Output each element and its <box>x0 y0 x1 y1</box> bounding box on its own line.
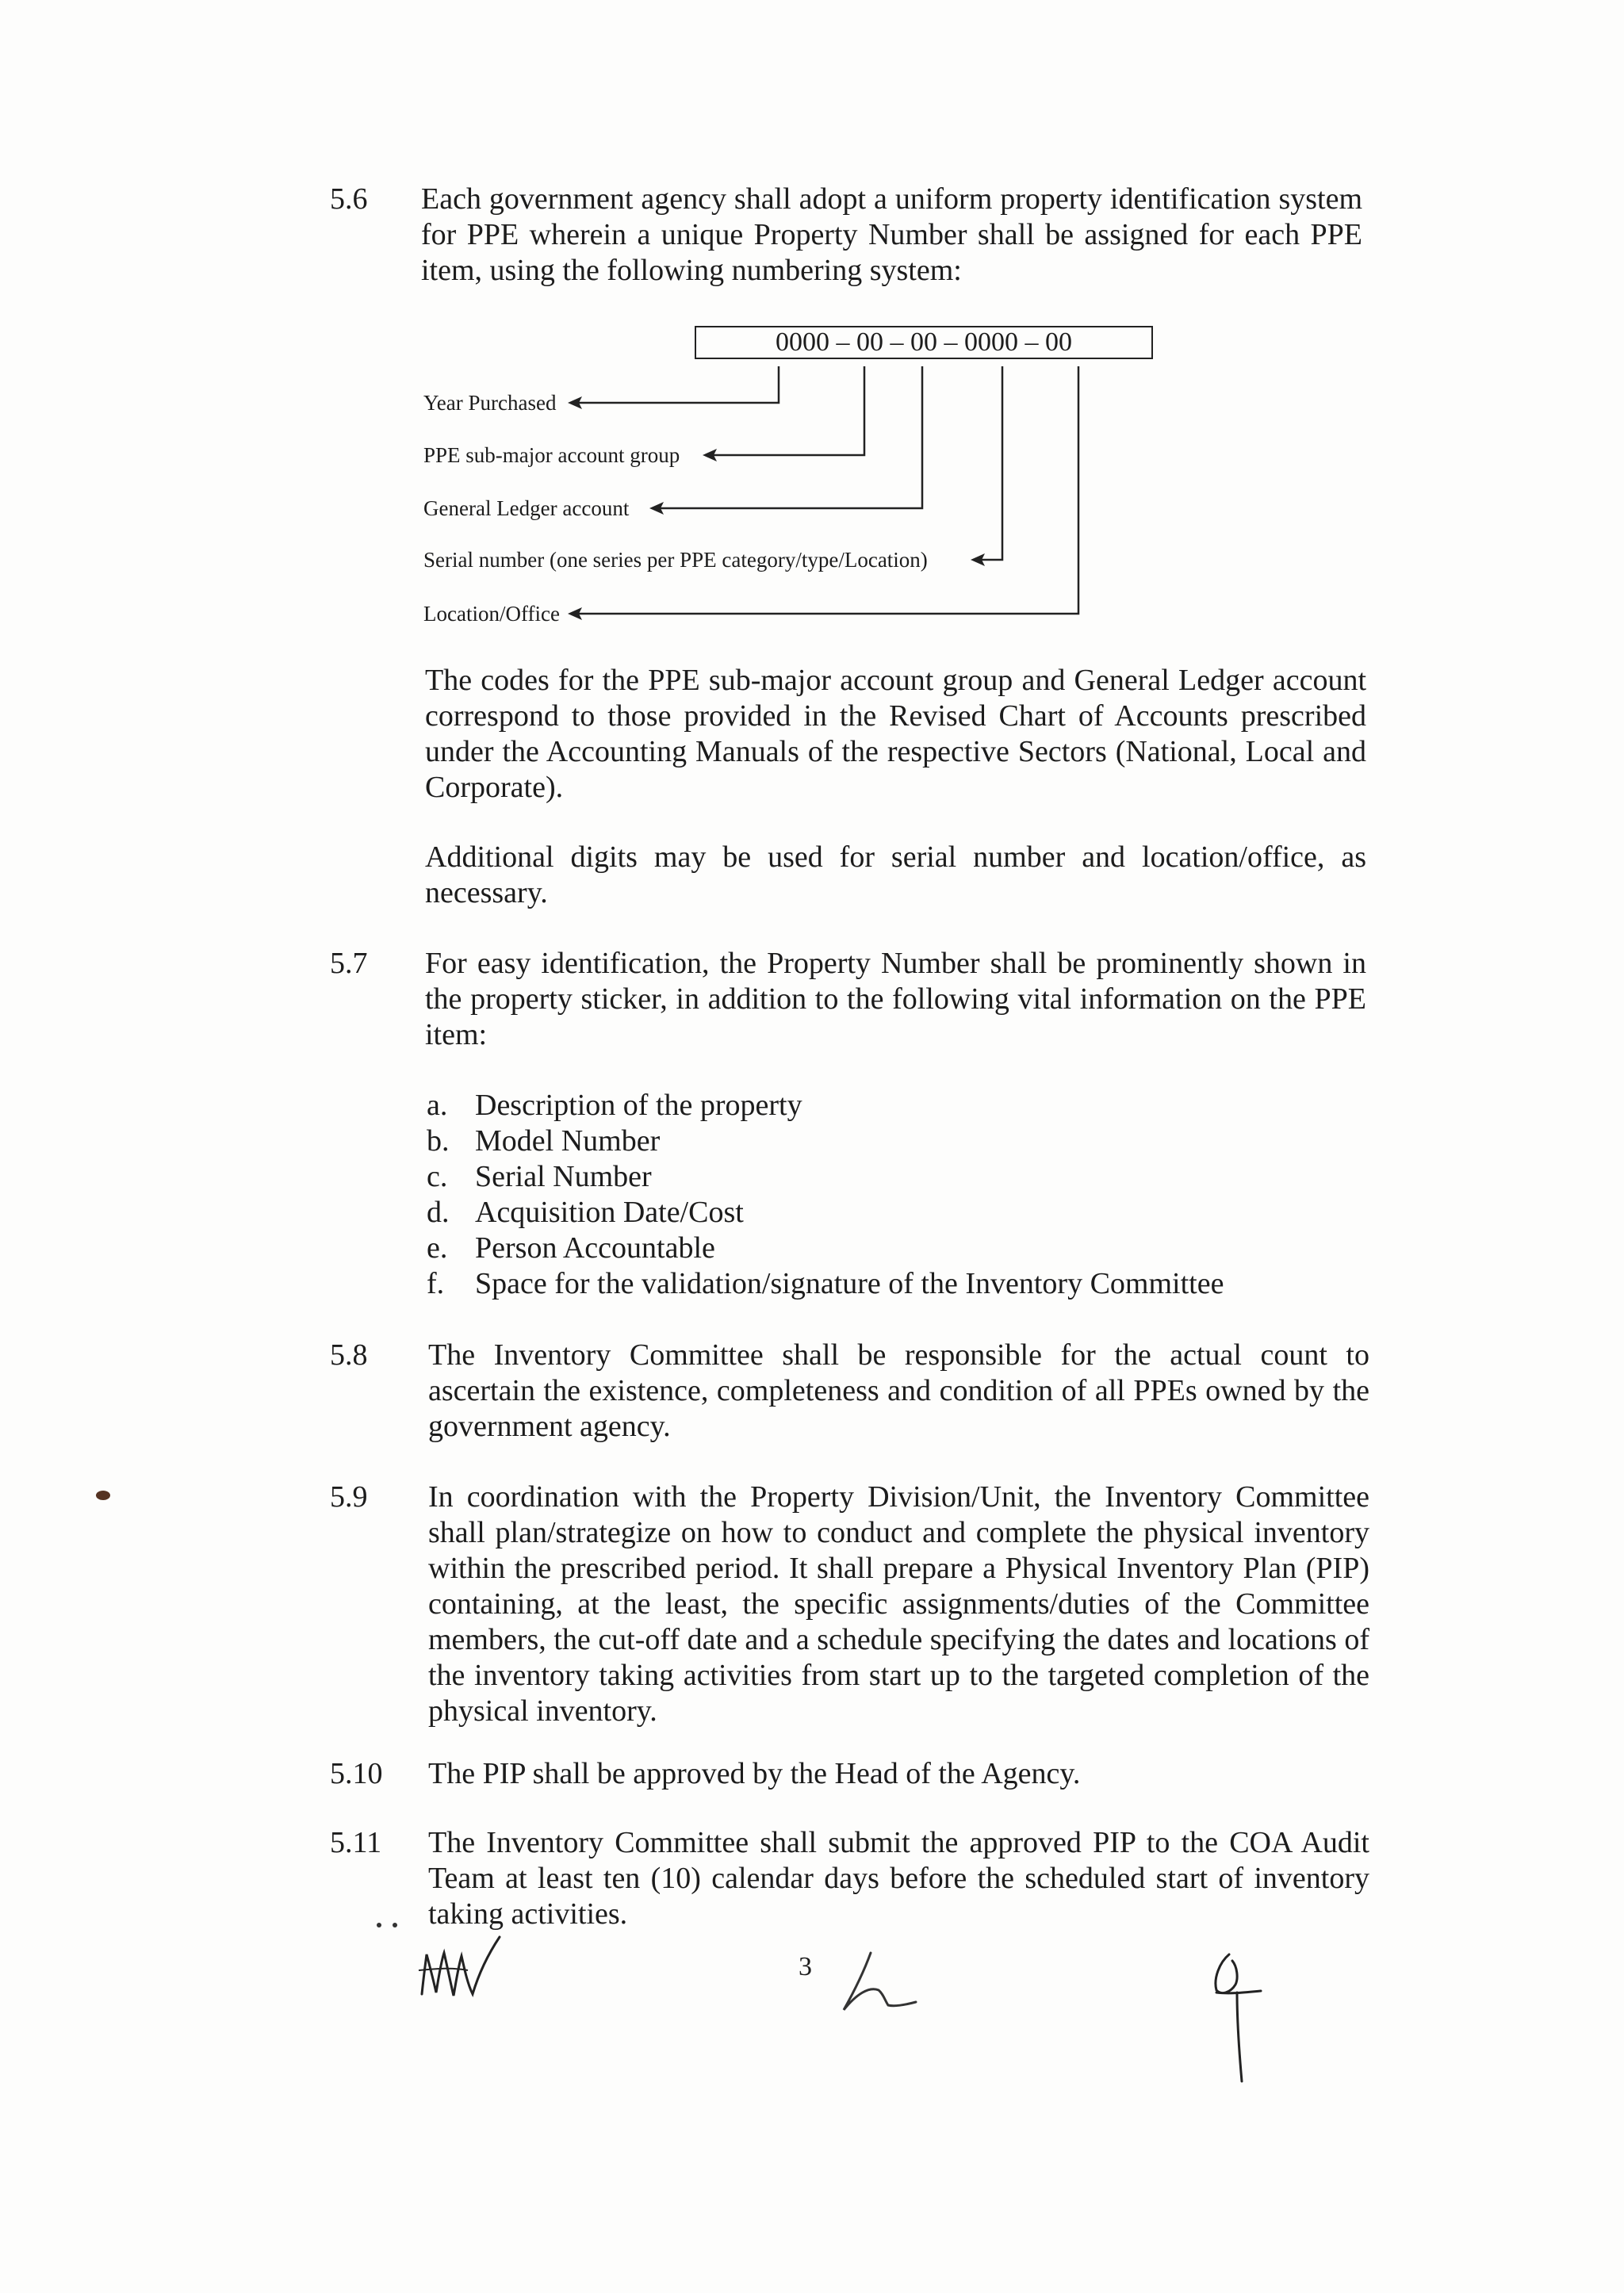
section-5-11-text: The Inventory Committee shall submit the approved PIP to the COA Audit Team at least ten (10) calendar days before the scheduled start of inventory taking activities. <box>428 1826 1369 1931</box>
section-number-5-8: 5.8 <box>330 1338 368 1372</box>
page-number: 3 <box>799 1952 812 1981</box>
additional-digits-paragraph: Additional digits may be used for serial number and location/office, as necessary. <box>425 840 1366 909</box>
list-item: a. Description of the property <box>427 1089 802 1122</box>
section-5-8-text: The Inventory Committee shall be responsible for the actual count to ascertain the existence, completeness and condition of all PPEs owned by the government agency. <box>428 1338 1369 1443</box>
diagram-label-gl-account: General Ledger account <box>423 496 630 520</box>
list-item: e. Person Accountable <box>427 1231 715 1265</box>
section-number-5-7: 5.7 <box>330 947 368 980</box>
diagram-label-sub-major: PPE sub-major account group <box>423 443 680 467</box>
section-5-9-text: In coordination with the Property Division/Unit, the Inventory Committee shall plan/strategize on how to conduct and complete the physical inventory within the prescribed period. It shall prepare a Physical Inventory Plan (PIP) containing, at the least, the specific assignments/duties of the Committee members, the cut-off date and a schedule specifying the dates and locations of the inventory taking activities from start up to the targeted completion of the physical inventory. <box>428 1480 1369 1728</box>
section-5-10-text: The PIP shall be approved by the Head of the Agency. <box>428 1757 1081 1790</box>
list-item: c. Serial Number <box>427 1160 652 1193</box>
list-item: f. Space for the validation/signature of the Inventory Committee <box>427 1267 1224 1300</box>
diagram-label-location: Location/Office <box>423 602 560 626</box>
diagram-label-serial: Serial number (one series per PPE category/type/Location) <box>423 548 928 572</box>
section-number-5-6: 5.6 <box>330 182 368 216</box>
property-number-format-box: 0000 – 00 – 00 – 0000 – 00 <box>695 326 1153 359</box>
diagram-label-year: Year Purchased <box>423 391 557 415</box>
list-item: d. Acquisition Date/Cost <box>427 1196 744 1229</box>
section-number-5-10: 5.10 <box>330 1757 383 1790</box>
section-number-5-9: 5.9 <box>330 1480 368 1514</box>
section-5-6-text: Each government agency shall adopt a uniform property identification system for PPE wherein a unique Property Number shall be assigned for each PPE item, using the following numbering system: <box>421 182 1362 287</box>
codes-paragraph: The codes for the PPE sub-major account group and General Ledger account correspond to those provided in the Revised Chart of Accounts prescribed under the Accounting Manuals of the respective Sectors (National, Local and Corporate). <box>425 664 1366 804</box>
section-number-5-11: 5.11 <box>330 1826 382 1859</box>
section-5-7-text: For easy identification, the Property Number shall be prominently shown in the property sticker, in addition to the following vital information on the PPE item: <box>425 947 1366 1051</box>
list-item: b. Model Number <box>427 1124 661 1158</box>
